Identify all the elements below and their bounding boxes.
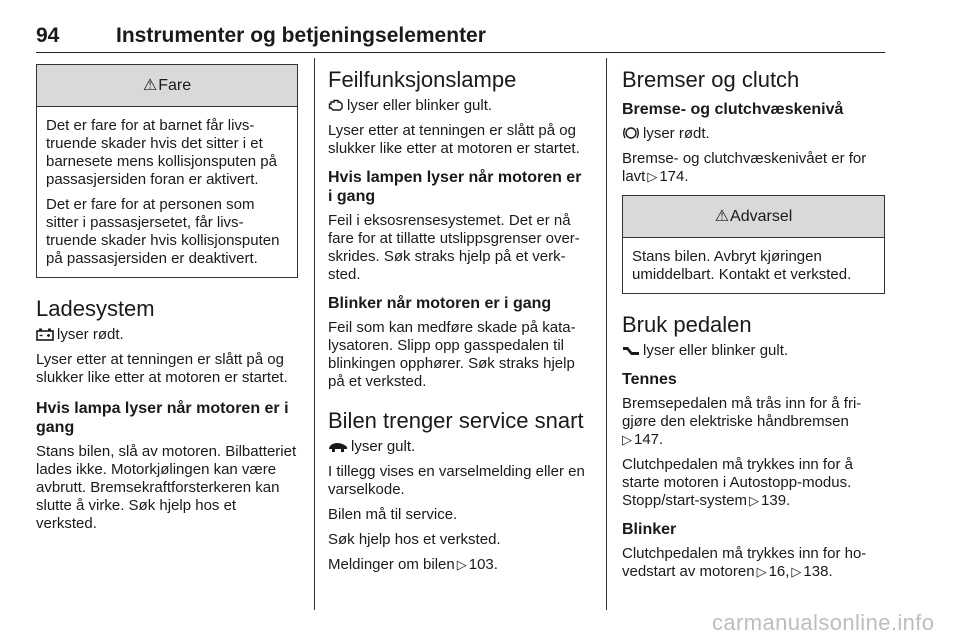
advarsel-warning-box xyxy=(622,195,885,294)
body-paragraph xyxy=(622,395,885,449)
indicator-line xyxy=(36,326,298,344)
body-paragraph: Stans bilen, slå av motoren. Bilbatteriet lades ikke. Motorkjølingen kan være avbrutt. Bremsekraftforsterkeren kan slutte å virke. Søk hjelp hos et verksted. xyxy=(36,443,297,532)
arrow-right-icon: ▷ xyxy=(647,169,658,184)
body-paragraph: Feil som kan medføre skade på katalysatoren. Slipp opp gasspedalen til blinkingen opphører. Søk straks hjelp på et verksted. xyxy=(328,319,576,390)
column-divider xyxy=(314,58,315,610)
body-paragraph: I tillegg vises en varselmelding eller en varselkode. xyxy=(328,463,585,498)
indicator-text: lyser eller blinker gult. xyxy=(643,342,789,359)
page-number: 94 xyxy=(36,24,60,47)
warning-paragraph: Det er fare for at barnet får livstruende skader hvis det sitter i et barnesete mens kollisjonsputen på passasjersiden foran er aktivert. xyxy=(46,117,277,188)
page-header xyxy=(36,24,885,52)
indicator-text: lyser rødt. xyxy=(643,125,710,142)
indicator-line xyxy=(622,125,885,143)
running-title: Instrumenter og betjeningselementer xyxy=(116,24,486,47)
page-reference-link[interactable]: 138. xyxy=(803,563,833,580)
arrow-right-icon: ▷ xyxy=(749,493,760,508)
page-reference-link[interactable]: 16, xyxy=(768,563,790,580)
page-reference-link[interactable]: 147. xyxy=(634,431,664,448)
paragraph-text: Bremse- og clutchvæskenivået er for lavt xyxy=(622,150,867,185)
column-2 xyxy=(328,67,590,581)
body-paragraph: Feil i eksosrensesystemet. Det er nå fare for at tillatte utslippsgrenser overskrides. Søk straks hjelp på et verksted. xyxy=(328,212,580,283)
body-paragraph: Bilen må til service. xyxy=(328,506,458,523)
arrow-right-icon: ▷ xyxy=(622,432,632,447)
indicator-text: lyser gult. xyxy=(351,438,416,455)
paragraph-text: Clutchpedalen må trykkes inn for å starte motoren i Autostopp-modus. Stopp/start-system xyxy=(622,456,853,509)
body-paragraph: Lyser etter at tenningen er slått på og slukker like etter at motoren er startet. xyxy=(36,351,288,386)
warning-box-title: Fare xyxy=(158,77,192,94)
battery-icon xyxy=(36,328,54,341)
car-lift-icon xyxy=(328,441,348,453)
page-reference-link[interactable]: 103. xyxy=(468,556,498,573)
section-title: Feilfunksjonslampe xyxy=(328,67,517,92)
arrow-right-icon: ▷ xyxy=(756,564,767,579)
fare-warning-box xyxy=(36,64,298,278)
indicator-line xyxy=(328,438,590,456)
engine-check-icon xyxy=(328,99,344,112)
header-rule xyxy=(36,52,885,53)
watermark: carmanualsonline.info xyxy=(712,610,935,635)
page-reference-link[interactable]: 139. xyxy=(761,492,791,509)
indicator-text: lyser rødt. xyxy=(57,326,124,343)
subsection-title: Tennes xyxy=(622,371,677,388)
section-title: Ladesystem xyxy=(36,296,155,321)
warning-box-header xyxy=(623,196,884,238)
paragraph-text: Bremsepedalen må trås inn for å frigjøre den elektriske håndbremsen xyxy=(622,395,862,430)
column-divider xyxy=(606,58,607,610)
warning-triangle-icon: ⚠ xyxy=(714,208,730,225)
section-title: Bruk pedalen xyxy=(622,312,752,337)
indicator-line xyxy=(622,342,885,360)
warning-triangle-icon: ⚠ xyxy=(142,77,158,94)
indicator-line xyxy=(328,97,590,115)
warning-paragraph: Det er fare for at personen som sitter i passasjersetet, får livstruende skader hvis kollisjonsputen på passasjersiden er deaktivert. xyxy=(46,196,280,267)
body-paragraph: Lyser etter at tenningen er slått på og slukker like etter at motoren er startet. xyxy=(328,122,580,157)
paragraph-text: Meldinger om bilen xyxy=(328,556,455,573)
paragraph-text: Clutchpedalen må trykkes inn for hovedstart av motoren xyxy=(622,545,867,580)
press-pedal-icon xyxy=(622,345,640,357)
brake-circle-icon xyxy=(622,126,640,140)
subsection-title: Bremse- og clutchvæskenivå xyxy=(622,101,844,118)
body-paragraph: Søk hjelp hos et verksted. xyxy=(328,531,501,548)
body-paragraph xyxy=(328,556,590,574)
subsection-title: Hvis lampa lyser når motoren er i gang xyxy=(36,400,289,436)
body-paragraph xyxy=(622,150,885,186)
section-title: Bilen trenger service snart xyxy=(328,408,584,433)
arrow-right-icon: ▷ xyxy=(456,557,467,572)
arrow-right-icon: ▷ xyxy=(791,564,802,579)
subsection-title: Blinker når motoren er i gang xyxy=(328,295,552,312)
subsection-title: Blinker xyxy=(622,521,677,538)
body-paragraph xyxy=(622,456,885,510)
body-paragraph xyxy=(622,545,885,581)
column-3 xyxy=(622,67,885,588)
warning-box-header xyxy=(37,65,297,107)
page-reference-link[interactable]: 174. xyxy=(659,168,689,185)
subsection-title: Hvis lampen lyser når motoren er i gang xyxy=(328,169,582,205)
column-1 xyxy=(36,64,298,540)
warning-paragraph: Stans bilen. Avbryt kjøringen umiddelbart. Kontakt et verksted. xyxy=(632,248,852,283)
warning-box-title: Advarsel xyxy=(730,208,793,225)
section-title: Bremser og clutch xyxy=(622,67,800,92)
indicator-text: lyser eller blinker gult. xyxy=(347,97,493,114)
